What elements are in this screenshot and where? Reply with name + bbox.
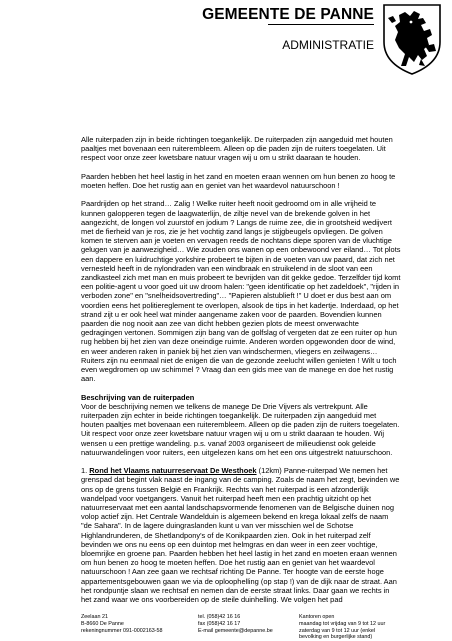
coat-of-arms-icon (381, 2, 443, 76)
route-name: Rond het Vlaams natuurreservaat De Westhoek (89, 466, 257, 476)
intro-paragraph: Alle ruiterpaden zijn in beide richtingen toegankelijk. De ruiterpaden zijn aangeduid met houten paaltjes met bovenaan een ruiterembleem. Alleen op die paden zijn de ruiters toegelaten. Uit respect voor onze zeer kwetsbare natuur vragen wij u om u strikt daaraan te houden. (81, 135, 393, 163)
header-divider (268, 24, 374, 25)
footer-line: fax (058)42 16 17 (198, 620, 241, 627)
sand-riding-paragraph: Paarden hebben het heel lastig in het zand en moeten eraan wennen om hun benen zo hoog te moeten heffen. Doe het rustig aan en geniet van het waardevol natuurschoon ! (81, 171, 396, 190)
section-heading: Beschrijving van de ruiterpaden (81, 392, 195, 402)
beach-riding-paragraph: Paardrijden op het strand… Zalig ! Welke ruiter heeft nooit gedroomd om in alle vrijheid te kunnen galopperen tegen de laagwaterlijn, de ziltje nevel van de brekende golven in het aangezicht, de longen vol zuurstof en jodium ? Langs de ruime zee, die in grootsheid wedijvert met de fierheid van je ros, zie je het vochtig zand langs je stijgbeugels opvliegen. De golven komen te sterven aan je voeten en vervagen reeds de nochtans diepe sporen van de vluchtige gelugen van je aanwezigheid… Wie zouden ons wanen op een onbewoond ver eiland… Tot plots een dappere en luidruchtige yorkshire probeert te bijten in de voeten van uw paard, dat zich net vernesteld heeft in de nylondraden van een windbraak en struikelend in de sloot van een zandkasteel zich met man en muis probeert te bevrijden van dit gekke gedoe. Terzelfder tijd komt een politie-agent u voor goed uit uw droom halen: "geen identificatie op het zadeldoek", "rijden in verboden zone" en "snelheidsovertreding"… "Papieren alstublieft !" U doet er dus best aan om voordien eens het politiereglement te overlopen, alsook de tips in het kadertje. Inderdaad, op het strand zijt u er ook heel wat minder aangename zaken voor de paarden. Bovendien kunnen paarden die nog nooit aan zee van dicht hebben gezien plots de meest onverwachte gedragingen vertonen. Sommigen zijn bang van de golfslag of vergeten dat ze een ruiter op hun rug hebben bij het zien van deze oneindige ruimte. Anderen worden opgewonden door de wind, en weer anderen raken in paniek bij het zien van windschermen, vliegers en zeilwagens… Ruiters zijn nu eenmaal niet de enigen die van de gezonde zeelucht willen genieten ! Wilt u toch even wegdromen op uw schimmel ? Vraag dan een gids mee van de manege en doe het rustig aan. (81, 199, 401, 384)
footer-line: Zeelaan 21 (81, 614, 108, 620)
footer-line: maandag tot vrijdag van 9 tot 12 uur (299, 620, 386, 627)
document-body (81, 135, 401, 613)
footer-address (81, 614, 163, 634)
footer-line: B-8660 De Panne (81, 620, 124, 627)
footer-line: zaterdag van 9 tot 12 uur (enkel (299, 627, 376, 634)
description-paragraph: Voor de beschrijving nemen we telkens de manege De Drie Vijvers als vertrekpunt. Alle ruiterpaden zijn echter in beide richtingen toegankelijk. De ruiterpaden zijn aangeduid met houten paaltjes met bovenaan een ruiterembleem. Alleen op die paden zijn de ruiters toegelaten. Uit respect voor onze zeer kwetsbare natuur vragen wij u om u strikt daaraan te houden. Wij wensen u een prettige wandeling. p.s. vanaf 2003 organiseert de milieudienst ook geleide natuurwandelingen voor ruiters, een uitgelezen kans om het een ons uitgestrekt natuurschoon. (81, 401, 400, 457)
footer-contact (198, 614, 273, 634)
footer-line: Kantoren open (299, 614, 335, 620)
letterhead (0, 0, 452, 80)
route-description: grenspad dat begint vlak naast de ingang van de camping. Zoals de naam het zegt, bevinden we ons op de grens tussen België en Frankrijk. Rechts van het ruiterpad is een afzonderlijk wandelpad voor voetgangers. Vanuit het ruiterpad heeft men een prachtig uitzicht op het natuurreservaat met een aantal landschapsvormende fenomenen van de Belgische duinen nog volop actief zijn. Het Centrale Wandelduin is algemeen bekend en krega lokaal zelfs de naam "de Sahara". In de lagere duingraslanden kunt u van ver misschien wel de Schotse Highlandrunderen, de Shetlandpony's of de Konikpaarden zien. Ook in het ruiterpad zelf bevinden we ons nu eens op een duintop met helmgras en dan weer in een zeer vochtige, bloemrijke en groene pan. Paarden hebben het heel lastig in het zand en moeten eraan wennen om hun benen zo hoog te moeten heffen. Doe het rustig aan en geniet van het waardevol natuurschoon ! Aan zee gaan we rechtsaf richting De Panne. Ter hoogte van de eerste hoge appartementsgebouwen gaan we via de oploophelling (op stap !) van de dijk naar de straat. Aan het rondpuntje slaan we rechtsaf en nemen dan de eerste straat links. Daar gaan we rechts in het zand waar we ons voorbereiden op de steile duinhelling. We volgen het pad (81, 475, 400, 605)
footer-line: tel. (058)42 16 16 (198, 614, 241, 620)
footer-hours (299, 614, 385, 641)
department-name: ADMINISTRATIE (282, 38, 374, 52)
footer-line: bevolking en burgerlijke stand) (299, 634, 373, 641)
footer-line: rekeningnummer 091-0002163-58 (81, 627, 163, 634)
route-heading (81, 466, 401, 475)
route-intro: (12km) Panne-ruiterpad We nemen het (256, 466, 388, 476)
route-number: 1. (81, 466, 90, 476)
organization-name: GEMEENTE DE PANNE (202, 6, 374, 23)
footer-line: E-mail gemeente@depanne.be (198, 627, 273, 634)
